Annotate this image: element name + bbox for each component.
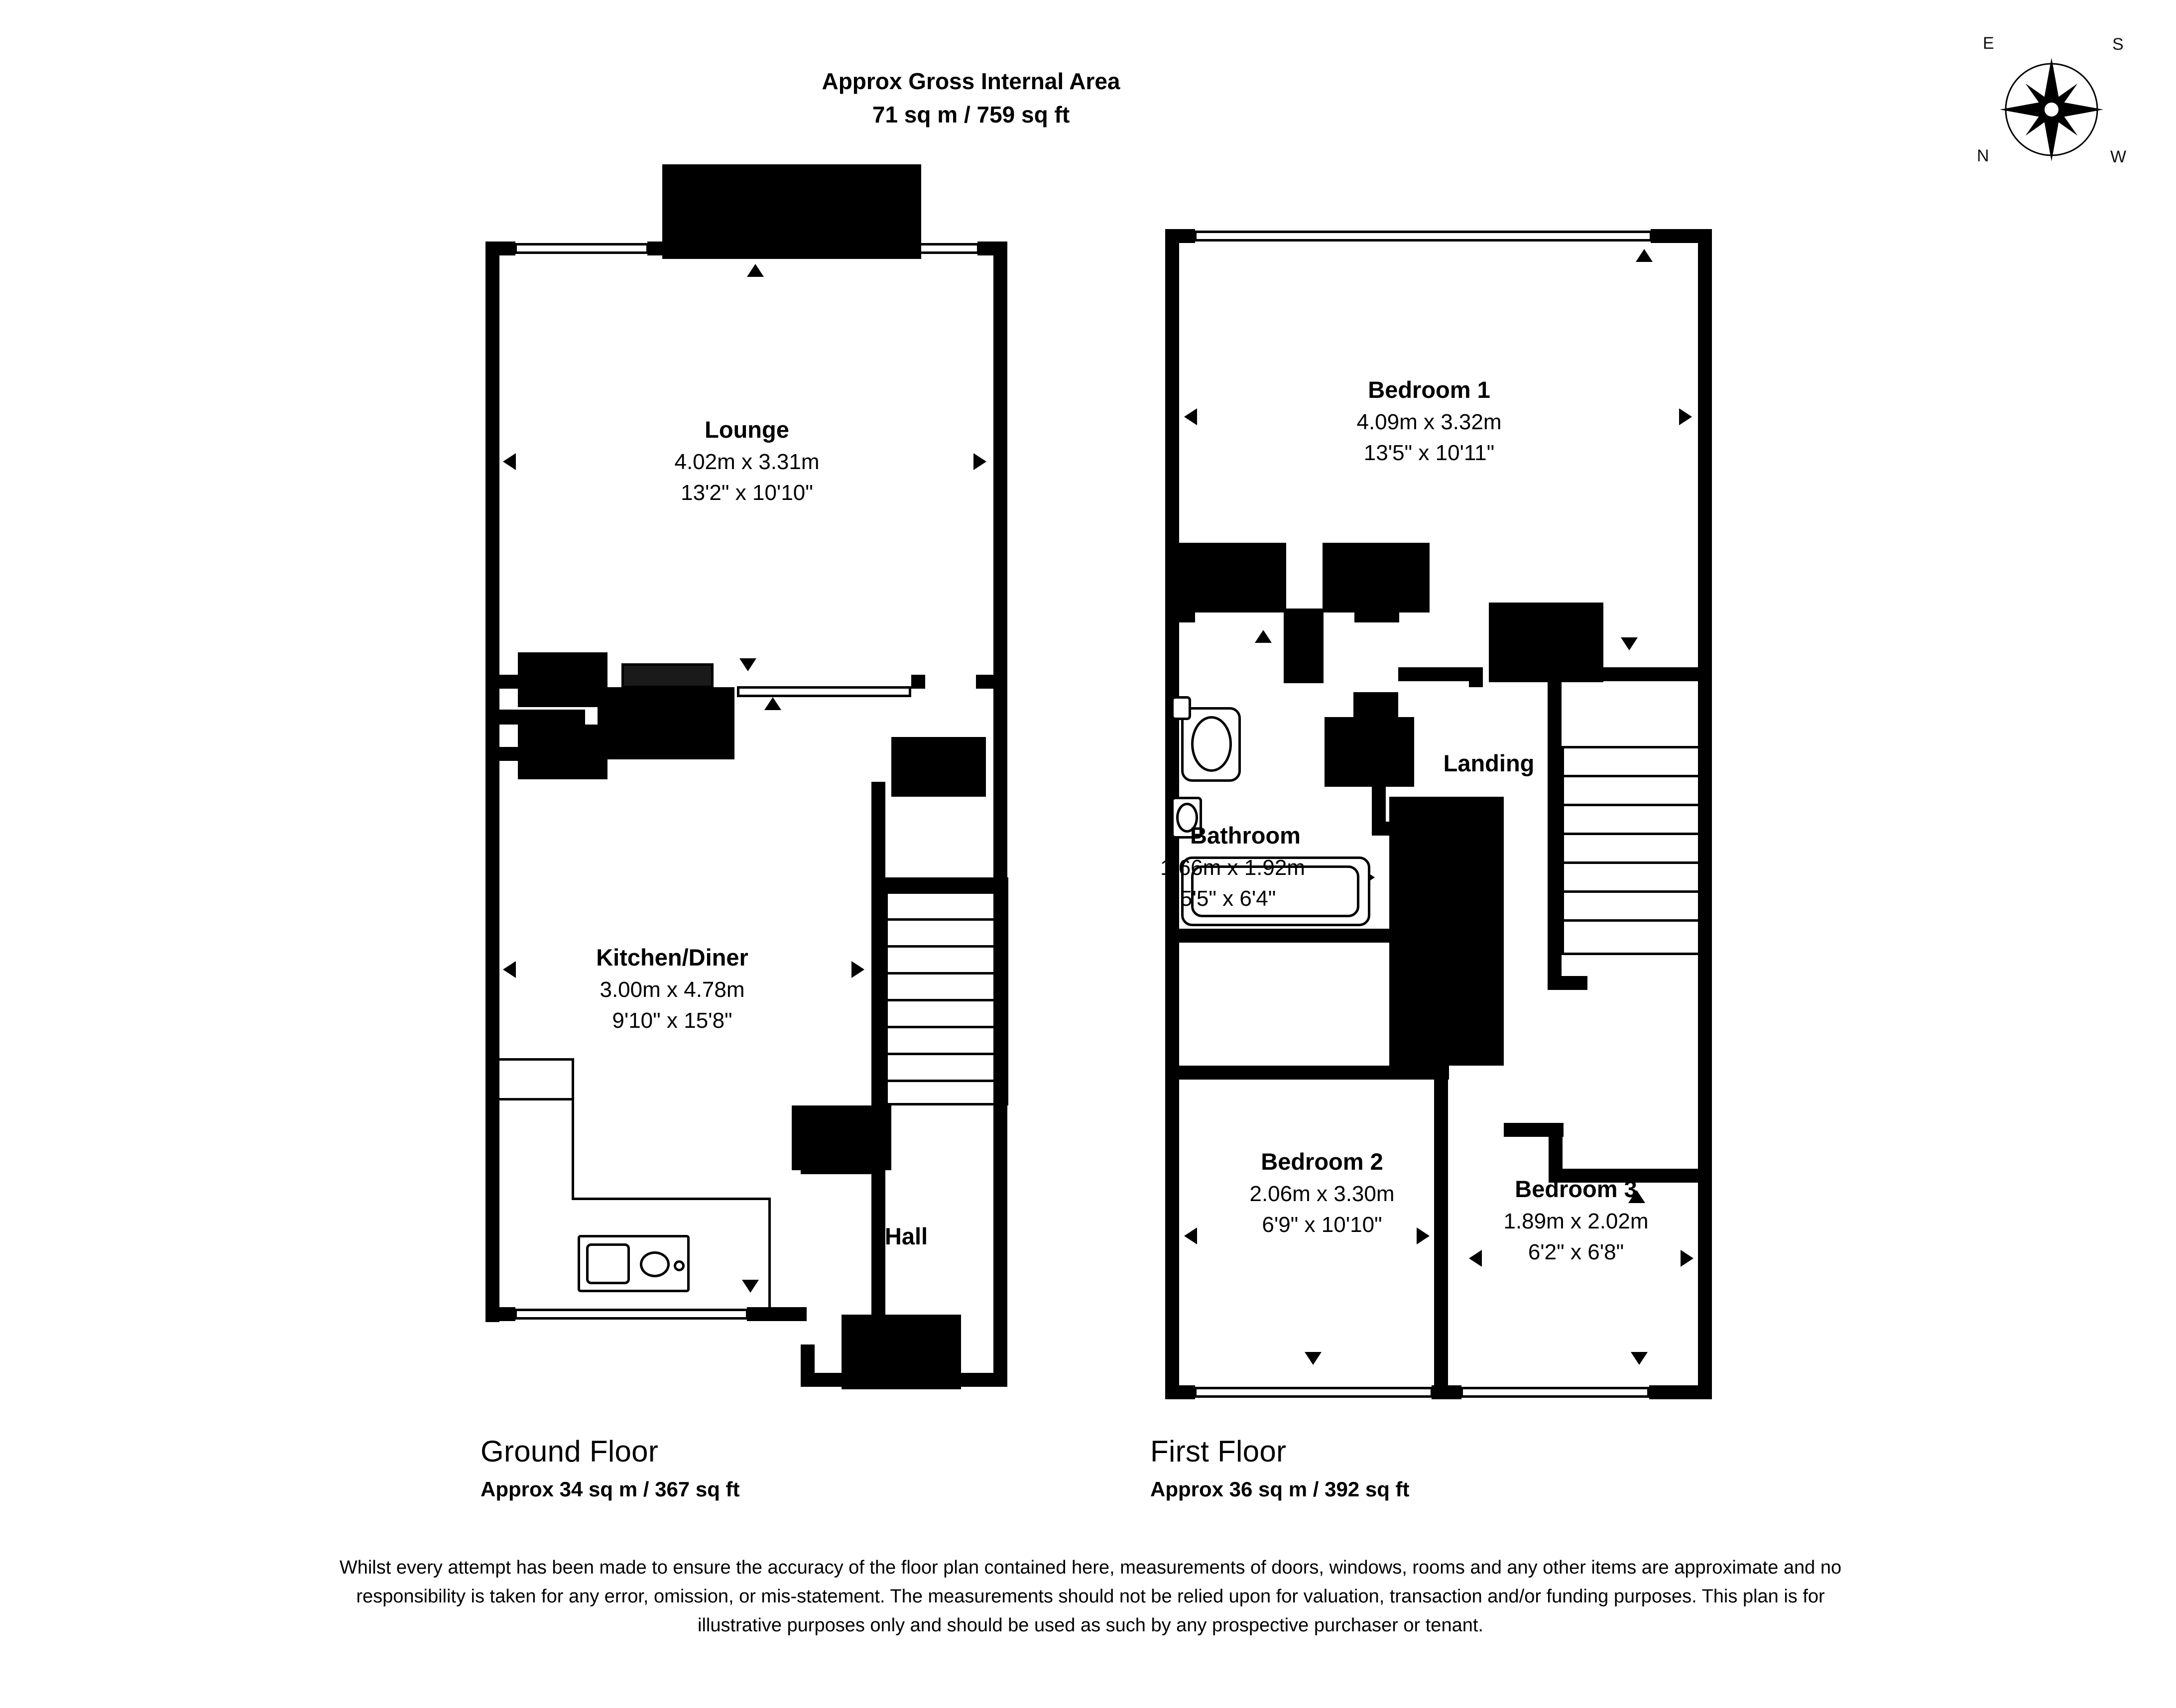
ground-floor-caption xyxy=(481,1434,740,1501)
door-arc-lounge-left-bottom xyxy=(518,725,607,779)
worktop-edge-c xyxy=(572,1198,771,1200)
window-bedroom3-rear xyxy=(1460,1387,1650,1398)
wall-first-top-right xyxy=(1651,229,1712,243)
kitchen-unit-left xyxy=(499,1058,574,1100)
room-label-lounge: Lounge 4.02m x 3.31m 13'2" x 10'10" xyxy=(674,416,820,505)
front-door-arc-icon xyxy=(842,1315,961,1389)
wall-hall-kitchen-stub xyxy=(801,1160,873,1174)
stairs-ground xyxy=(885,891,1008,1105)
worktop-edge-b xyxy=(572,1100,574,1200)
ground-floor-area: Approx 34 sq m / 367 sq ft xyxy=(481,1477,740,1501)
door-arcs-landing-lower xyxy=(1389,797,1504,1066)
window-lounge-side xyxy=(737,686,911,697)
compass-icon xyxy=(1972,30,2131,189)
room-label-kitchen-diner: Kitchen/Diner 3.00m x 4.78m 9'10" x 15'8" xyxy=(596,944,748,1033)
wall-lounge-divider-b xyxy=(485,710,585,725)
arrow-bed1-width-left xyxy=(1184,408,1197,425)
arrow-bed1-depth-a xyxy=(1255,630,1272,643)
wall-stairs-bottom xyxy=(1548,976,1587,990)
compass-label-west: W xyxy=(2110,147,2127,166)
room-label-bathroom: Bathroom 1.66m x 1.92m 5'5" x 6'4" xyxy=(1160,822,1306,911)
room-label-bedroom2: Bedroom 2 2.06m x 3.30m 6'9" x 10'10" xyxy=(1249,1148,1395,1237)
compass-label-north: N xyxy=(1977,146,1989,165)
wall-stairwell-top xyxy=(871,877,1008,891)
hearth xyxy=(621,663,714,688)
door-arc-bedroom1-b xyxy=(1323,543,1430,612)
wall-ground-left xyxy=(485,242,499,1322)
door-arc-hall-top xyxy=(891,737,986,797)
arrow-kitchen-rear xyxy=(742,1280,759,1293)
sink-tap xyxy=(674,1260,685,1271)
first-floor-title: First Floor xyxy=(1150,1435,1287,1468)
front-entrance-bay-icon xyxy=(662,164,921,259)
wall-first-top-left xyxy=(1165,229,1195,243)
wall-ground-bottom-left xyxy=(485,1307,515,1321)
wall-landing-top-right xyxy=(1583,667,1712,681)
compass-label-east: E xyxy=(1983,34,1994,53)
arrow-lounge-depth-b xyxy=(764,697,781,710)
arrow-lounge-front xyxy=(747,264,764,277)
window-bedroom1-front xyxy=(1194,231,1652,242)
arrow-bed1-right-depth xyxy=(1621,637,1638,650)
wall-first-bottom-left xyxy=(1165,1385,1195,1399)
window-bedroom2-rear xyxy=(1194,1387,1433,1398)
gross-area-value: 71 sq m / 759 sq ft xyxy=(872,101,1070,127)
wall-divider-stub-right xyxy=(911,675,925,689)
wall-divider-right xyxy=(976,675,1007,689)
wall-ground-top-right xyxy=(977,242,1007,255)
wc-cistern xyxy=(1171,696,1191,720)
page-title xyxy=(722,65,1220,131)
chimney-breast xyxy=(598,687,734,759)
room-label-landing: Landing xyxy=(1443,750,1535,776)
arrow-bed1-width-right xyxy=(1679,408,1692,425)
wc-seat xyxy=(1191,716,1232,772)
wall-ground-bottom-mid xyxy=(747,1307,807,1321)
door-arc-bedroom1-a xyxy=(1179,543,1286,612)
arrow-kitchen-width-right xyxy=(851,961,864,978)
arrow-bedroom2-rear xyxy=(1305,1352,1322,1365)
arrow-lounge-width-left xyxy=(503,453,516,470)
window-kitchen-rear xyxy=(514,1309,748,1320)
arrow-bed1-depth-b xyxy=(1255,585,1272,598)
gross-area-label: Approx Gross Internal Area xyxy=(822,68,1120,94)
arrow-bedroom3-rear xyxy=(1631,1352,1648,1365)
sink-drainer-bowl xyxy=(640,1251,670,1277)
room-label-bedroom3: Bedroom 3 1.89m x 2.02m 6'2" x 6'8" xyxy=(1503,1176,1649,1265)
wall-bed2-top xyxy=(1165,1066,1449,1080)
first-floor-caption xyxy=(1150,1434,1410,1501)
arrow-lounge-depth-a xyxy=(739,658,756,671)
compass-rose-svg xyxy=(1972,30,2131,189)
wall-ground-right-upper xyxy=(993,242,1007,690)
wall-stairwell-left-upper xyxy=(871,782,885,891)
window-lounge-front-left xyxy=(514,243,649,254)
first-floor-area: Approx 36 sq m / 392 sq ft xyxy=(1150,1477,1410,1501)
wall-bed1-divider-pier xyxy=(1284,609,1324,683)
arrow-bedroom1-front xyxy=(1636,249,1653,262)
worktop-edge-d xyxy=(768,1198,771,1310)
wall-ground-top-left xyxy=(485,242,515,255)
room-label-bedroom1: Bedroom 1 4.09m x 3.32m 13'5" x 10'11" xyxy=(1356,376,1502,466)
wall-stairs-left-first xyxy=(1548,681,1562,990)
kitchen-sink xyxy=(578,1235,690,1292)
door-arc-lounge-left-top xyxy=(518,652,607,707)
disclaimer-text: Whilst every attempt has been made to ensure the accuracy of the floor plan contained here, measurements of doors, windows, rooms and any other items are approximate and no responsibility is taken for any error, omission, or mis-statement. The measurements should not be relied upon for valuation, transaction and/or funding purposes. This plan is for illustrative purposes only and should be used as such by any prospective purchaser or tenant. xyxy=(339,1557,1842,1636)
ground-floor-title: Ground Floor xyxy=(481,1435,659,1468)
sink-basin xyxy=(586,1243,630,1284)
wall-landing-stub xyxy=(1469,667,1483,687)
room-label-hall: Hall xyxy=(884,1223,928,1249)
compass-label-south: S xyxy=(2112,35,2124,54)
arrow-lounge-width-right xyxy=(973,453,986,470)
wall-first-bottom-right xyxy=(1649,1385,1712,1399)
wall-bed1-divider-c xyxy=(1398,667,1478,681)
